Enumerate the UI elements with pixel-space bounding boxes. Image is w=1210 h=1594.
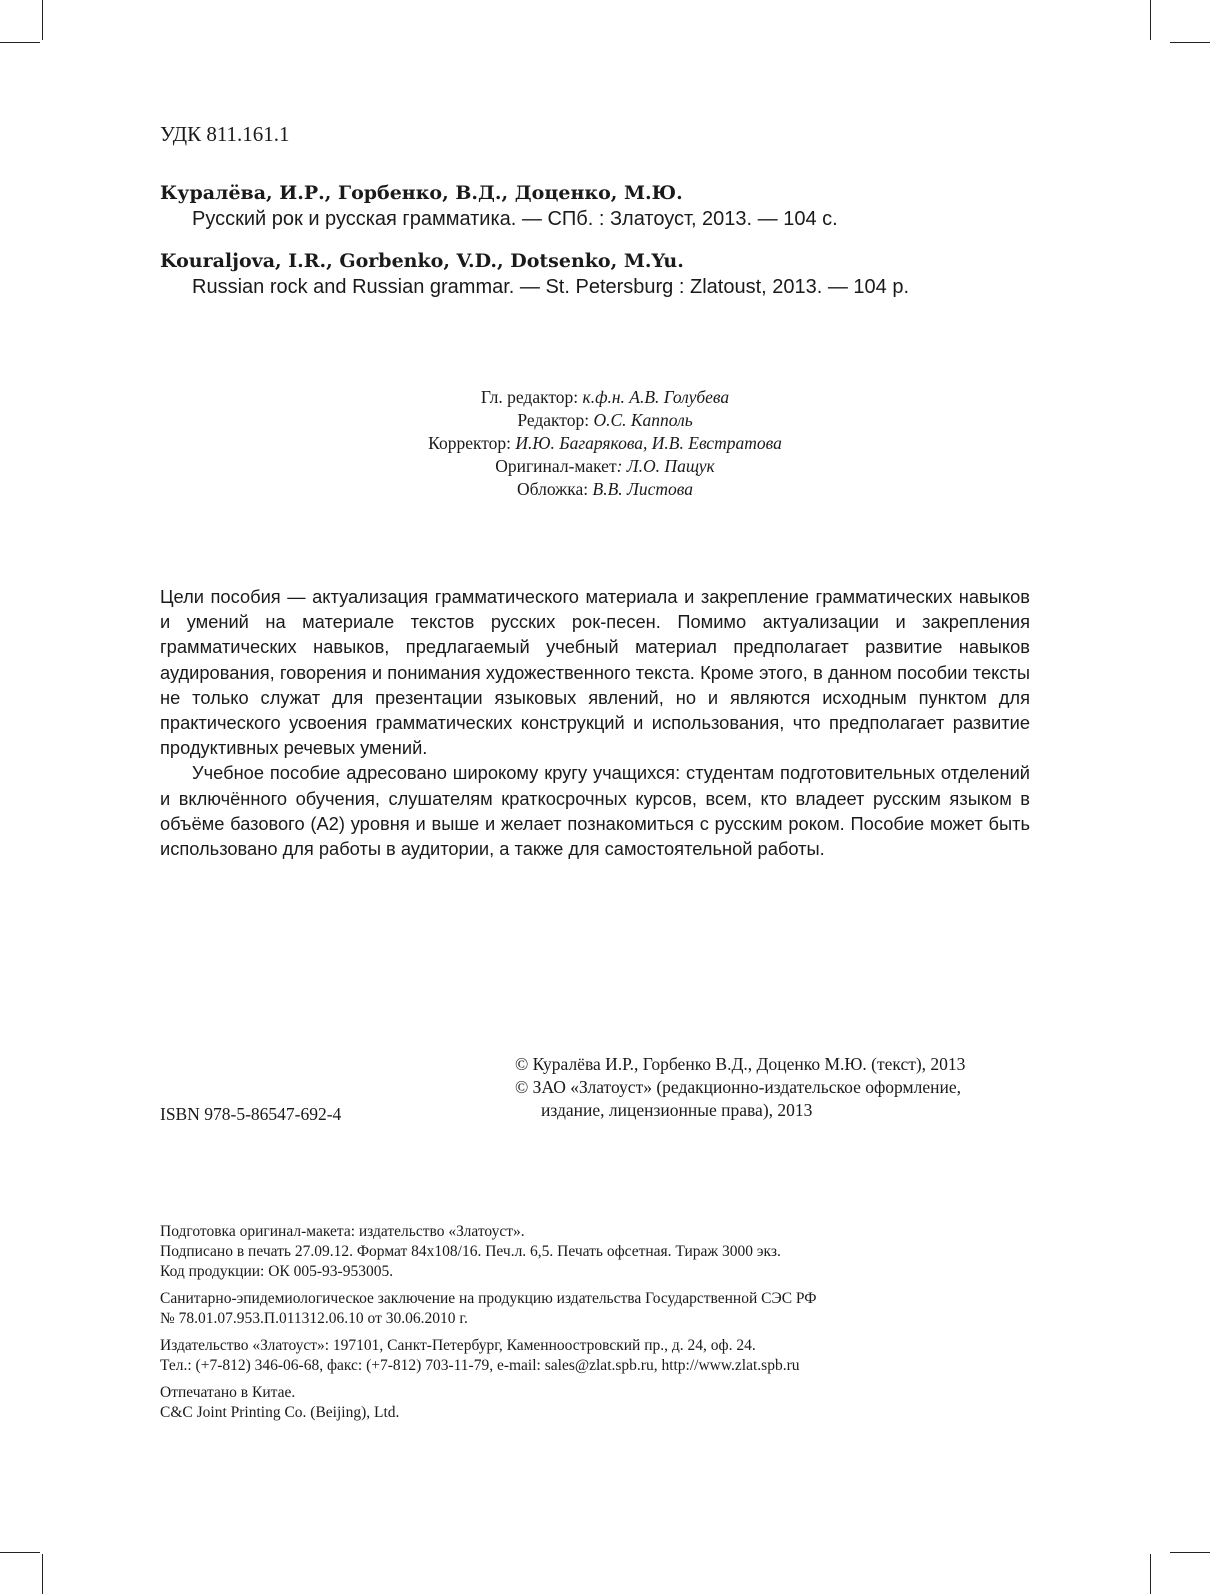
bib-authors-en: Kouraljova, I.R., Gorbenko, V.D., Dotsenko, M.Yu.: [160, 250, 684, 272]
bib-title-ru: Русский рок и русская грамматика. — СПб. : Златоуст, 2013. — 104 с.: [192, 208, 838, 230]
crop-mark: [1170, 1552, 1210, 1553]
crop-mark: [1150, 0, 1151, 40]
crop-mark: [0, 1552, 40, 1553]
credit-line: Обложка: В.В. Листова: [517, 479, 693, 499]
crop-mark: [42, 1554, 43, 1594]
crop-mark: [0, 42, 40, 43]
crop-mark: [42, 0, 43, 40]
credit-line: Редактор: О.С. Капполь: [517, 410, 693, 430]
credits-block: [0, 386, 1210, 501]
bib-title-en: Russian rock and Russian grammar. — St. Petersburg : Zlatoust, 2013. — 104 p.: [192, 276, 910, 298]
credit-line: Оригинал-макет: Л.О. Пащук: [495, 456, 715, 476]
credit-line: Гл. редактор: к.ф.н. А.В. Голубева: [480, 387, 730, 407]
bib-authors-ru: Куралёва, И.Р., Горбенко, В.Д., Доценко, М.Ю.: [160, 182, 683, 204]
credit-line: Корректор: И.Ю. Багарякова, И.В. Евстратова: [428, 433, 782, 453]
isbn: ISBN 978-5-86547-692-4: [160, 1104, 342, 1124]
crop-mark: [1170, 42, 1210, 43]
imprint-block: Подготовка оригинал-макета: издательство «Златоуст». Подписано в печать 27.09.12. Формат 84x108/16. Печ.л. 6,5. Печать офсетная. Тираж 3000 экз. Код продукции: ОК 005-93-953005. Санитарно-эпидемиологическое заключение на продукцию издательства Государственной СЭС РФ № 78.01.07.953.П.011312.06.10 от 30.06.2010 г. Издательство «Златоуст»: 197101, Санкт-Петербург, Каменноостровский пр., д. 24, оф. 24. Тел.: (+7-812) 346-06-68, факс: (+7-812) 703-11-79, e-mail: sales@zlat.spb.ru, http://www.zlat.spb.ru Отпечатано в Китае. C&C Joint Printing Co. (Beijing), Ltd.: [160, 1223, 817, 1421]
copyright-block: © Куралёва И.Р., Горбенко В.Д., Доценко М.Ю. (текст), 2013 © ЗАО «Златоуст» (редакционно-издательское оформление, издание, лицензионные права), 2013: [515, 1054, 966, 1120]
abstract: [160, 584, 1030, 861]
udk-code: УДК 811.161.1: [160, 122, 290, 146]
abstract-paragraph: Учебное пособие адресовано широкому кругу учащихся: студентам подготовительных отделений и включённого обучения, слушателям краткосрочных курсов, всем, кто владеет русским языком в объёме базового (А2) уровня и выше и желает познакомиться с русским роком. Пособие может быть использовано для работы в аудитории, а также для самостоятельной работы.: [160, 762, 1030, 860]
crop-mark: [1150, 1554, 1151, 1594]
abstract-paragraph: Цели пособия — актуализация грамматического материала и закрепление грамматических навыков и умений на материале текстов русских рок-песен. Помимо актуализации и закрепления грамматических навыков, предлагаемый учебный материал предполагает развитие навыков аудирования, говорения и понимания художественного текста. Кроме этого, в данном пособии тексты не только служат для презентации языковых явлений, но и являются исходным пунктом для практического усвоения грамматических конструкций и использования, что предполагает развитие продуктивных речевых умений.: [160, 586, 1030, 759]
